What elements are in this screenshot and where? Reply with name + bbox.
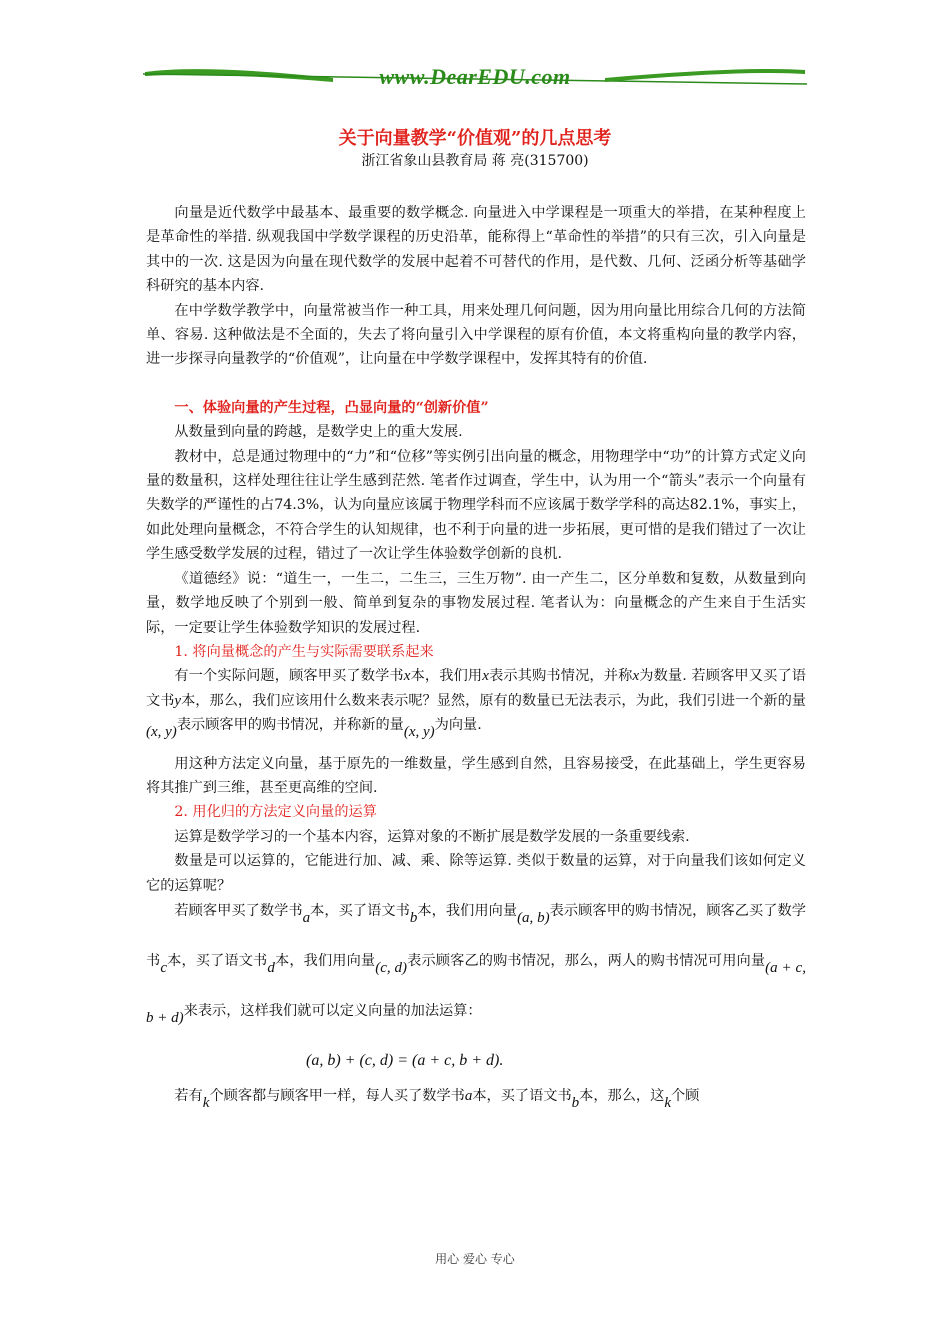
page-header — [143, 62, 807, 92]
var-y: y — [174, 692, 182, 709]
intro-paragraph-2: 在中学数学教学中，向量常被当作一种工具，用来处理几何问题，因为用向量比用综合几何的方法简单、容易. 这种做法是不全面的，失去了将向量引入中学课程的原有价值，本文将重构向量的教学内容，进一步探寻向量教学的“价值观”，让向量在中学数学课程中，发挥其特有的价值. — [146, 302, 806, 368]
section-1-paragraph-2: 教材中，总是通过物理中的“力”和“位移”等实例引出向量的概念，用物理学中“功”的计算方式定义向量的数量积，这样处理往往让学生感到茫然. 笔者作过调查，学生中，认为用一个“箭头”表示一个向量有失数学的严谨性的占74.3%，认为向量应该属于物理学科而不应该属于数学学科的高达82.1%，事实上，如此处理向量概念，不符合学生的认知规律，也不利于向量的进一步拓展，更可惜的是我们错过了一次让学生感受数学发展的过程，错过了一次让学生体验数学创新的良机. — [146, 448, 806, 563]
var-x: x — [482, 668, 489, 685]
vector-xy: (x, y) — [403, 724, 435, 741]
site-logo[interactable]: www.DearEDU.com — [379, 64, 571, 89]
var-k: k — [664, 1094, 671, 1111]
vector-ab: (a, b) — [517, 909, 550, 926]
article-title: 关于向量教学“价值观”的几点思考 — [338, 128, 612, 149]
subsection-2-paragraph-4: 若有k个顾客都与顾客甲一样，每人买了数学书a本，买了语文书b本，那么，这k个顾 — [174, 1087, 700, 1111]
var-x: x — [632, 668, 640, 685]
var-a: a — [302, 909, 311, 926]
article-author: 浙江省象山县教育局 蒋 亮(315700) — [361, 153, 589, 169]
section-1-heading: 一、体验向量的产生过程，凸显向量的“创新价值” — [174, 399, 489, 416]
intro-paragraph-1: 向量是近代数学中最基本、最重要的数学概念. 向量进入中学课程是一项重大的举措，在某种程度上是革命性的举措. 纵观我国中学数学课程的历史沿革，能称得上“革命性的举措”的只有三次，引入向量是其中的一次. 这是因为向量在现代数学的发展中起着不可替代的作用，是代数、几何、泛函分析等基础学科研究的基本内容. — [146, 205, 806, 295]
var-b: b — [409, 909, 418, 926]
section-1-paragraph-3: 《道德经》说：“道生一，一生二，二生三，三生万物”. 由一产生二，区分单数和复数，从数量到向量，数学地反映了个别到一般、简单到复杂的事物发展过程. 笔者认为：向量概念的产生来自于生活实际，一定要让学生体验数学知识的发展过程. — [146, 570, 806, 636]
var-d: d — [267, 959, 275, 976]
subsection-2-paragraph-2: 数量是可以运算的，它能进行加、减、乘、除等运算. 类似于数量的运算，对于向量我们该如何定义它的运算呢？ — [146, 853, 806, 894]
subsection-2-paragraph-3: 若顾客甲买了数学书a本，买了语文书b本，我们用向量(a, b)表示顾客甲的购书情况，顾客乙买了数学书c本，买了语文书d本，我们用向量(c, d)表示顾客乙的购书情况，那么，两人的购书情况可用向量(a + c, b + d)来表示，这样我们就可以定义向量的加法运算： — [146, 902, 806, 1026]
var-x: x — [403, 668, 411, 685]
section-1-paragraph-1: 从数量到向量的跨越，是数学史上的重大发展. — [174, 424, 463, 441]
var-b: b — [571, 1094, 580, 1111]
vector-xy: (x, y) — [146, 724, 177, 741]
page-footer: 用心 爱心 专心 — [435, 1252, 515, 1266]
var-k: k — [202, 1094, 210, 1111]
article-body — [146, 201, 806, 1111]
vector-sum: (a + c, b + d) — [146, 959, 806, 1026]
vector-cd: (c, d) — [375, 959, 408, 976]
subsection-1-heading: 1. 将向量概念的产生与实际需要联系起来 — [174, 643, 434, 660]
var-a: a — [464, 1087, 473, 1104]
subsection-1-paragraph-1: 有一个实际问题，顾客甲买了数学书x本，我们用x表示其购书情况，并称x为数量. 若顾客甲又买了语文书y本，那么，我们应该用什么数来表示呢？显然，原有的数量已无法表示，为此，我们引进一个新的量(x, y)表示顾客甲的购书情况，并称新的量(x, y)为向量. — [146, 668, 806, 741]
subsection-1-paragraph-2: 用这种方法定义向量，基于原先的一维数量，学生感到自然，且容易接受，在此基础上，学生更容易将其推广到三维，甚至更高维的空间. — [146, 755, 806, 796]
subsection-2-heading: 2. 用化归的方法定义向量的运算 — [174, 804, 377, 821]
addition-formula: (a, b) + (c, d) = (a + c, b + d). — [306, 1051, 504, 1069]
subsection-2-paragraph-1: 运算是数学学习的一个基本内容，运算对象的不断扩展是数学发展的一条重要线索. — [174, 828, 690, 845]
var-c: c — [160, 959, 167, 976]
